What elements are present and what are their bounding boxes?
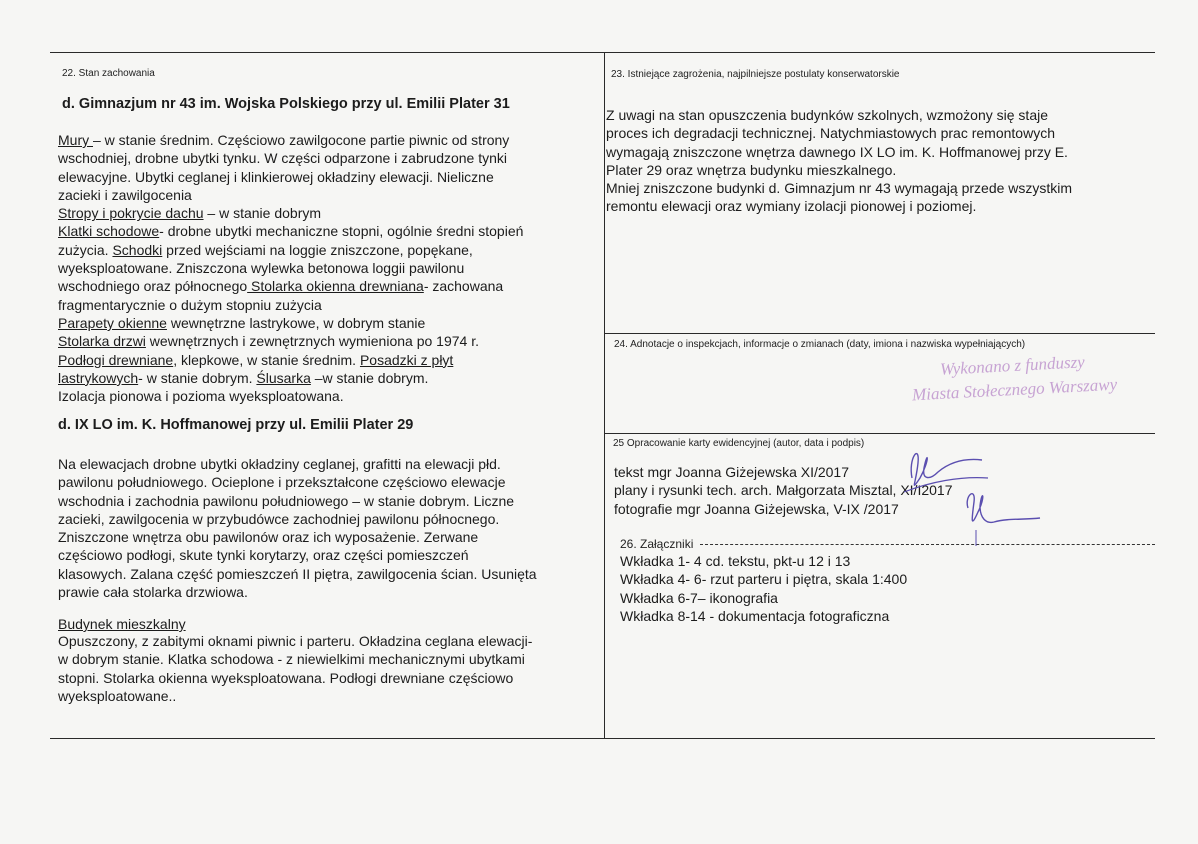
line-c3: stopni. Stolarka okienna wyeksploatowana. Podłogi drewniane częściowo: [58, 669, 514, 686]
section-22-heading-a: d. Gimnazjum nr 43 im. Wojska Polskiego przy ul. Emilii Plater 31: [62, 96, 510, 112]
line-a11: Parapety okienne wewnętrzne lastrykowe, w dobrym stanie: [58, 314, 426, 331]
section-25-label: 25 Opracowanie karty ewidencyjnej (autor, data i podpis): [613, 438, 865, 449]
line-23-6: remontu elewacji oraz wymiany izolacji pionowej i poziomej.: [606, 198, 977, 215]
line-a13: Podłogi drewniane, klepkowe, w stanie średnim. Posadzki z płyt: [58, 351, 454, 368]
section-24-label: 24. Adnotacje o inspekcjach, informacje o zmianach (daty, imiona i nazwiska wypełniających): [614, 339, 1026, 350]
line-c4: wyeksploatowane..: [58, 687, 177, 704]
line-c2: w dobrym stanie. Klatka schodowa - z niewielkimi mechanicznymi ubytkami: [58, 651, 525, 668]
section-22-label: 22. Stan zachowania: [62, 68, 155, 79]
line-a7: zużycia. Schodki przed wejściami na loggie zniszczone, popękane,: [58, 241, 473, 258]
line-c1: Opuszczony, z zabitymi oknami piwnic i parteru. Okładzina ceglana elewacji-: [58, 633, 533, 649]
line-a12: Stolarka drzwi wewnętrznych i zewnętrznych wymieniona po 1974 r.: [58, 333, 479, 350]
line-a8: wyeksploatowane. Zniszczona wylewka betonowa loggii pawilonu: [58, 260, 465, 277]
line-b1: Na elewacjach drobne ubytki okładziny ceglanej, grafitti na elewacji płd.: [58, 456, 501, 472]
section-22-text-b: [58, 455, 537, 601]
line-b2: pawilonu południowego. Ocieplone i przekształcone częściowo elewacje: [58, 474, 506, 491]
attachment-3: Wkładka 6-7– ikonografia: [620, 589, 778, 606]
funding-stamp-line1: Wykonano z funduszy: [939, 352, 1086, 379]
section-26-label: 26. Załączniki: [620, 537, 694, 551]
line-25-3: fotografie mgr Joanna Giżejewska, V-IX /2017: [614, 500, 899, 517]
column-divider: [604, 52, 605, 738]
line-25-1: tekst mgr Joanna Giżejewska XI/2017: [614, 464, 850, 480]
line-23-1: Z uwagi na stan opuszczenia budynków szkolnych, wzmożony się staje: [606, 107, 1048, 123]
line-a9: wschodniego oraz północnego Stolarka okienna drewniana- zachowana: [58, 278, 504, 295]
line-23-3: wymagają zniszczone wnętrza dawnego IX LO im. K. Hoffmanowej przy E.: [606, 143, 1068, 160]
line-a5: Stropy i pokrycie dachu – w stanie dobrym: [58, 205, 322, 222]
bottom-border-line: [50, 738, 1155, 739]
line-a15: Izolacja pionowa i pozioma wyeksploatowana.: [58, 388, 344, 405]
line-b8: prawie cała stolarka drzwiowa.: [58, 584, 248, 601]
section-22-subheading-c: Budynek mieszkalny: [58, 616, 186, 632]
line-b3: wschodnia i zachodnia pawilonu południowego – w stanie dobrym. Liczne: [58, 492, 515, 509]
line-b5: Zniszczone wnętrza obu pawilonów oraz ich wyposażenie. Zerwane: [58, 529, 479, 546]
section-22-text-a: [58, 131, 523, 405]
top-border-line: [50, 52, 1155, 53]
line-b6: częściowo podłogi, skute tynki korytarzy, oraz części pomieszczeń: [58, 547, 469, 564]
line-b7: klasowych. Zalana część pomieszczeń II piętra, zawilgocenia ścian. Usunięta: [58, 565, 537, 582]
line-a3: elewacyjne. Ubytki ceglanej i klinkierowej okładziny elewacji. Nieliczne: [58, 168, 494, 185]
section-23-text: [606, 106, 1072, 216]
line-a10: fragmentarycznie o dużym stopniu zużycia: [58, 296, 322, 313]
divider-24: [604, 333, 1155, 334]
line-a1: Mury – w stanie średnim. Częściowo zawilgocone partie piwnic od strony: [58, 132, 510, 148]
line-23-5: Mniej zniszczone budynki d. Gimnazjum nr 43 wymagają przede wszystkim: [606, 180, 1073, 197]
section-26-text: [620, 552, 907, 625]
section-23-label: 23. Istniejące zagrożenia, najpilniejsze postulaty konserwatorskie: [611, 69, 900, 80]
line-23-4: Plater 29 oraz wnętrza budynku mieszkalnego.: [606, 161, 897, 178]
line-a2: wschodniej, drobne ubytki tynku. W części odparzone i zabrudzone tynki: [58, 150, 508, 167]
divider-25: [604, 433, 1155, 434]
attachment-1: Wkładka 1- 4 cd. tekstu, pkt-u 12 i 13: [620, 553, 851, 569]
line-a6: Klatki schodowe- drobne ubytki mechaniczne stopni, ogólnie średni stopień: [58, 223, 524, 240]
funding-stamp-line2: Miasta Stołecznego Warszawy: [911, 374, 1118, 405]
section-22-heading-b: d. IX LO im. K. Hoffmanowej przy ul. Emilii Plater 29: [58, 417, 414, 433]
line-25-2: plany i rysunki tech. arch. Małgorzata Misztal, XI/I2017: [614, 482, 953, 499]
section-22-text-c: [58, 632, 532, 705]
line-b4: zacieki, zawilgocenia w przybudówce zachodniej pawilonu północnego.: [58, 510, 500, 527]
attachment-4: Wkładka 8-14 - dokumentacja fotograficzna: [620, 607, 890, 624]
signature-mark: [890, 438, 1050, 548]
line-a14: lastrykowych- w stanie dobrym. Ślusarka –w stanie dobrym.: [58, 369, 429, 386]
line-a4: zacieki i zawilgocenia: [58, 186, 192, 203]
attachment-2: Wkładka 4- 6- rzut parteru i piętra, skala 1:400: [620, 571, 908, 588]
line-23-2: proces ich degradacji technicznej. Natychmiastowych prac remontowych: [606, 125, 1055, 142]
